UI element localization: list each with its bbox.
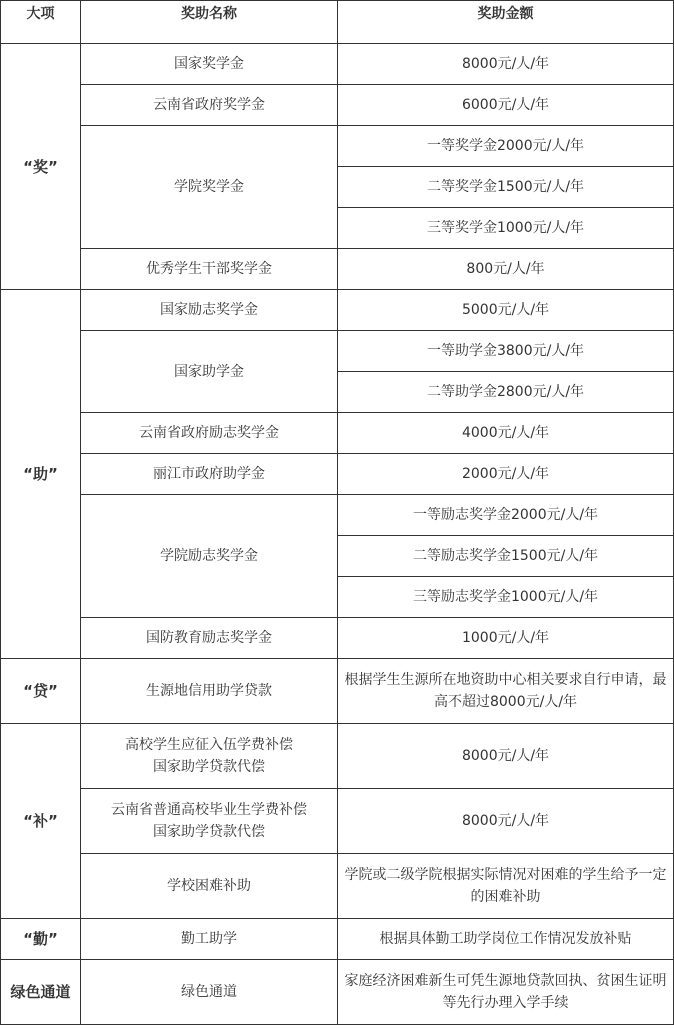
- aid-name: [81, 789, 338, 854]
- table-row: [1, 249, 674, 290]
- table-row: [1, 44, 674, 85]
- category-bu: “补”: [1, 724, 81, 919]
- table-row: [1, 495, 674, 536]
- table-row: [1, 85, 674, 126]
- aid-name: 国防教育励志奖学金: [81, 618, 338, 659]
- table-row: [1, 789, 674, 854]
- table-row: [1, 413, 674, 454]
- aid-amount: 2000元/人/年: [338, 454, 674, 495]
- aid-amount: 根据学生生源所在地资助中心相关要求自行申请，最高不超过8000元/人/年: [338, 659, 674, 724]
- aid-amount: 800元/人/年: [338, 249, 674, 290]
- aid-amount: 二等奖学金1500元/人/年: [338, 167, 674, 208]
- aid-amount: 一等奖学金2000元/人/年: [338, 126, 674, 167]
- table-row: [1, 659, 674, 724]
- table-row: [1, 331, 674, 372]
- aid-name: 云南省政府励志奖学金: [81, 413, 338, 454]
- aid-amount: 5000元/人/年: [338, 290, 674, 331]
- aid-amount: 8000元/人/年: [338, 724, 674, 789]
- category-green: 绿色通道: [1, 960, 81, 1025]
- aid-name: 学院奖学金: [81, 126, 338, 249]
- aid-name: 云南省政府奖学金: [81, 85, 338, 126]
- aid-amount: 6000元/人/年: [338, 85, 674, 126]
- aid-name: 国家奖学金: [81, 44, 338, 85]
- table-row: [1, 919, 674, 960]
- aid-amount: 1000元/人/年: [338, 618, 674, 659]
- header-row: [1, 1, 674, 44]
- aid-name: 学校困难补助: [81, 854, 338, 919]
- aid-amount: 根据具体勤工助学岗位工作情况发放补贴: [338, 919, 674, 960]
- aid-amount: 二等励志奖学金1500元/人/年: [338, 536, 674, 577]
- aid-amount: 三等奖学金1000元/人/年: [338, 208, 674, 249]
- table-row: [1, 454, 674, 495]
- aid-name: 优秀学生干部奖学金: [81, 249, 338, 290]
- header-amount: 奖助金额: [338, 1, 674, 44]
- table-row: [1, 960, 674, 1025]
- aid-name: 生源地信用助学贷款: [81, 659, 338, 724]
- aid-name: 学院励志奖学金: [81, 495, 338, 618]
- aid-amount: 三等励志奖学金1000元/人/年: [338, 577, 674, 618]
- aid-amount: 4000元/人/年: [338, 413, 674, 454]
- header-category: 大项: [1, 1, 81, 44]
- aid-amount: 8000元/人/年: [338, 44, 674, 85]
- aid-name: [81, 724, 338, 789]
- aid-name-line: 国家助学贷款代偿: [153, 824, 265, 840]
- aid-name: 勤工助学: [81, 919, 338, 960]
- category-zhu: “助”: [1, 290, 81, 659]
- aid-amount: 家庭经济困难新生可凭生源地贷款回执、贫困生证明等先行办理入学手续: [338, 960, 674, 1025]
- category-jiang: “奖”: [1, 44, 81, 290]
- header-name: 奖助名称: [81, 1, 338, 44]
- table-row: [1, 290, 674, 331]
- aid-name: 国家励志奖学金: [81, 290, 338, 331]
- category-dai: “贷”: [1, 659, 81, 724]
- table-row: [1, 724, 674, 789]
- aid-name-line: 高校学生应征入伍学费补偿: [125, 737, 293, 753]
- aid-amount: 学院或二级学院根据实际情况对困难的学生给予一定的困难补助: [338, 854, 674, 919]
- aid-amount: 二等助学金2800元/人/年: [338, 372, 674, 413]
- aid-name-line: 云南省普通高校毕业生学费补偿: [111, 802, 307, 818]
- table-row: [1, 126, 674, 167]
- aid-amount: 一等励志奖学金2000元/人/年: [338, 495, 674, 536]
- aid-name: 丽江市政府助学金: [81, 454, 338, 495]
- aid-name: 绿色通道: [81, 960, 338, 1025]
- table-row: [1, 854, 674, 919]
- category-qin: “勤”: [1, 919, 81, 960]
- aid-amount: 一等助学金3800元/人/年: [338, 331, 674, 372]
- aid-amount: 8000元/人/年: [338, 789, 674, 854]
- table-row: [1, 618, 674, 659]
- aid-name-line: 国家助学贷款代偿: [153, 759, 265, 775]
- aid-name: 国家助学金: [81, 331, 338, 413]
